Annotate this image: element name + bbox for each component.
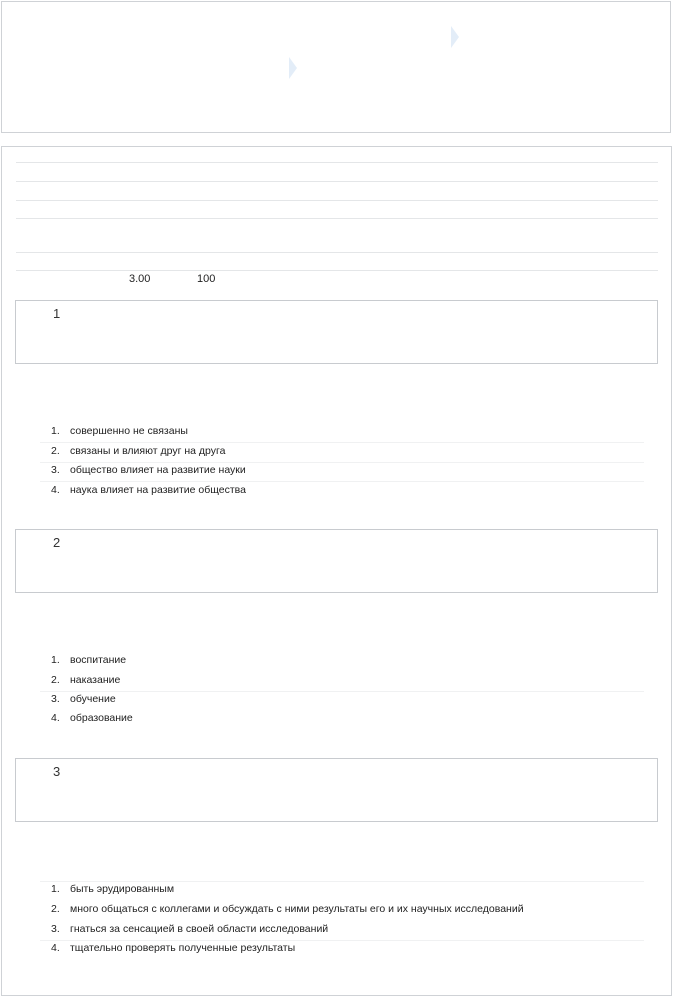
question-card [15,758,658,822]
question-number: 3 [53,764,61,779]
max-score-value: 100 [197,273,216,285]
option-number: 3. [51,693,60,705]
option-number: 2. [51,445,60,457]
option-text: много общаться с коллегами и обсуждать с ними результаты его и их научных исследований [70,903,524,915]
question-card [15,300,658,364]
option-number: 1. [51,425,60,437]
info-divider [16,270,658,271]
option-text: связаны и влияют друг на друга [70,445,226,457]
option-text: наказание [70,674,121,686]
option-divider [40,462,644,463]
option-number: 2. [51,674,60,686]
option-divider [40,940,644,941]
info-divider [16,218,658,219]
info-divider [16,162,658,163]
question-number: 2 [53,535,61,550]
option-text: обучение [70,693,116,705]
option-number: 2. [51,903,60,915]
option-number: 3. [51,923,60,935]
option-text: тщательно проверять полученные результаты [70,942,296,954]
option-text: наука влияет на развитие общества [70,484,246,496]
score-value: 3.00 [129,273,151,285]
option-text: образование [70,712,133,724]
chevron-right-icon [289,57,297,79]
option-text: общество влияет на развитие науки [70,464,246,476]
option-divider [40,881,644,882]
option-text: гнаться за сенсацией в своей области исследований [70,923,329,935]
chevron-right-icon [451,26,459,48]
info-divider [16,181,658,182]
option-text: быть эрудированным [70,883,175,895]
option-number: 4. [51,942,60,954]
option-number: 3. [51,464,60,476]
question-card [15,529,658,593]
info-divider [16,200,658,201]
option-divider [40,691,644,692]
question-number: 1 [53,306,61,321]
info-divider [16,252,658,253]
option-number: 4. [51,712,60,724]
option-text: совершенно не связаны [70,425,188,437]
option-number: 1. [51,883,60,895]
option-divider [40,481,644,482]
option-number: 1. [51,654,60,666]
header-banner [1,1,671,133]
option-divider [40,442,644,443]
option-text: воспитание [70,654,127,666]
option-number: 4. [51,484,60,496]
